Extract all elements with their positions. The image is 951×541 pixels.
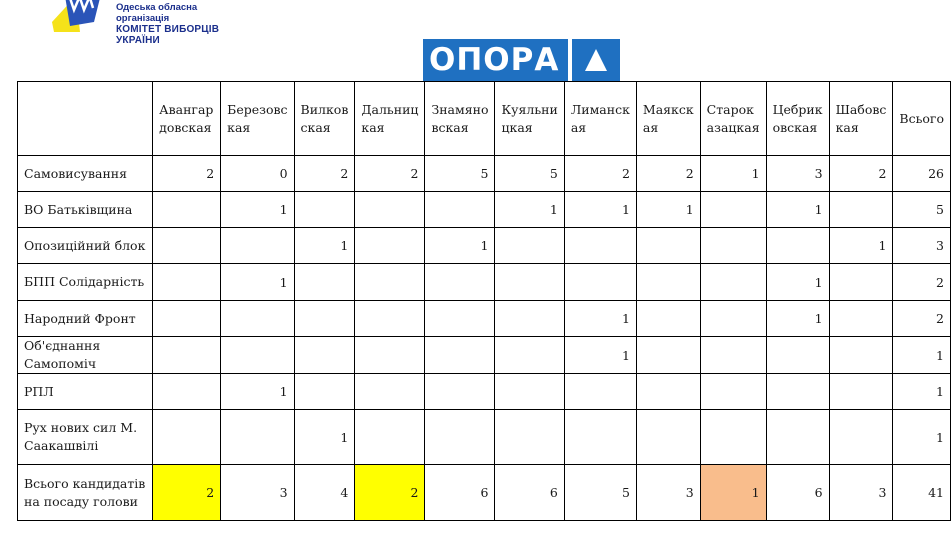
table-cell: 2 [893, 301, 951, 337]
table-cell [700, 301, 766, 337]
column-header: Шабовс кая [829, 82, 893, 156]
table-cell [700, 192, 766, 228]
table-cell: 1 [221, 374, 294, 410]
table-cell: 1 [564, 192, 636, 228]
row-label: Об'єднання Самопоміч [18, 337, 153, 374]
row-label: РПЛ [18, 374, 153, 410]
table-cell [425, 374, 495, 410]
table-cell: 1 [766, 301, 829, 337]
table-cell [700, 374, 766, 410]
table-cell [221, 337, 294, 374]
table-cell [221, 410, 294, 465]
table-cell: 1 [221, 264, 294, 301]
opora-wordmark: ОПОРА [423, 39, 568, 81]
table-cell [294, 192, 355, 228]
table-cell [636, 337, 700, 374]
column-header: Куяльни цкая [495, 82, 564, 156]
row-label: Рух нових сил М. Саакашвілі [18, 410, 153, 465]
table-cell [564, 264, 636, 301]
table-row [18, 301, 951, 337]
column-header: Авангар довская [153, 82, 221, 156]
table-cell [355, 301, 425, 337]
table-cell: 1 [893, 337, 951, 374]
table-cell [636, 410, 700, 465]
table-cell [564, 228, 636, 264]
table-row [18, 264, 951, 301]
table-cell: 6 [766, 465, 829, 521]
column-header: Лиманск ая [564, 82, 636, 156]
table-cell [766, 410, 829, 465]
table-cell: 0 [221, 156, 294, 192]
table-cell [700, 264, 766, 301]
table-cell: 3 [221, 465, 294, 521]
table-cell [495, 410, 564, 465]
column-header: Старок азацкая [700, 82, 766, 156]
table-cell [425, 301, 495, 337]
table-cell [153, 337, 221, 374]
table-cell [700, 228, 766, 264]
table-cell [153, 301, 221, 337]
table-cell: 3 [829, 465, 893, 521]
kvu-org-name [116, 2, 240, 46]
table-cell [495, 337, 564, 374]
table-cell: 2 [294, 156, 355, 192]
table-cell: 1 [294, 228, 355, 264]
table-cell: 3 [766, 156, 829, 192]
table-cell [153, 410, 221, 465]
table-cell [495, 301, 564, 337]
table-cell [495, 264, 564, 301]
table-cell: 6 [495, 465, 564, 521]
column-header: Знамяно вская [425, 82, 495, 156]
table-cell: 2 [636, 156, 700, 192]
table-cell: 1 [700, 156, 766, 192]
table-cell [766, 228, 829, 264]
table-cell [829, 410, 893, 465]
table-cell: 41 [893, 465, 951, 521]
table-cell [495, 228, 564, 264]
table-cell: 1 [829, 228, 893, 264]
table-cell [829, 192, 893, 228]
table-cell: 2 [829, 156, 893, 192]
row-label: Самовисування [18, 156, 153, 192]
table-cell: 1 [893, 374, 951, 410]
column-header: Всього [893, 82, 951, 156]
opora-logo [423, 39, 620, 81]
table-cell [425, 192, 495, 228]
kvu-org-line1: Одеська обласна організація [116, 2, 198, 24]
candidates-table [17, 81, 951, 521]
table-cell: 1 [425, 228, 495, 264]
table-cell [495, 374, 564, 410]
column-header: Вилков ская [294, 82, 355, 156]
table-cell [294, 337, 355, 374]
table-cell [636, 264, 700, 301]
table-cell: 1 [766, 192, 829, 228]
table-header-row [18, 82, 951, 156]
table-cell: 5 [893, 192, 951, 228]
opora-triangle-icon [572, 39, 620, 81]
table-cell [294, 301, 355, 337]
kvu-emblem-icon [50, 0, 104, 36]
table-cell [153, 192, 221, 228]
kvu-logo [50, 0, 240, 46]
table-row [18, 337, 951, 374]
table-cell [355, 264, 425, 301]
table-cell [636, 228, 700, 264]
table-cell: 1 [221, 192, 294, 228]
table-cell [425, 337, 495, 374]
row-label: Опозиційний блок [18, 228, 153, 264]
table-cell [153, 374, 221, 410]
row-label: ВО Батьківщина [18, 192, 153, 228]
table-cell: 2 [153, 465, 221, 521]
row-label: БПП Солідарність [18, 264, 153, 301]
table-cell [829, 374, 893, 410]
table-cell: 5 [425, 156, 495, 192]
column-header: Березовс кая [221, 82, 294, 156]
table-cell [766, 374, 829, 410]
table-row [18, 192, 951, 228]
table-cell: 2 [355, 156, 425, 192]
table-row [18, 465, 951, 521]
table-cell: 5 [564, 465, 636, 521]
table-cell: 6 [425, 465, 495, 521]
column-header: Дальниц кая [355, 82, 425, 156]
row-label: Всього кандидатів на посаду голови [18, 465, 153, 521]
table-cell [700, 337, 766, 374]
row-label: Народний Фронт [18, 301, 153, 337]
table-row [18, 228, 951, 264]
corner-cell [18, 82, 153, 156]
column-header: Цебрик овская [766, 82, 829, 156]
table-cell [829, 264, 893, 301]
table-cell [425, 264, 495, 301]
table-cell [636, 301, 700, 337]
table-cell [221, 301, 294, 337]
table-cell: 1 [495, 192, 564, 228]
table-cell: 1 [700, 465, 766, 521]
table-cell: 1 [766, 264, 829, 301]
column-header: Маякск ая [636, 82, 700, 156]
kvu-org-line2: КОМІТЕТ ВИБОРЦІВ УКРАЇНИ [116, 24, 220, 46]
table-cell [355, 374, 425, 410]
table-cell [766, 337, 829, 374]
table-cell: 2 [355, 465, 425, 521]
table-cell [294, 264, 355, 301]
table-cell [153, 228, 221, 264]
table-cell [564, 410, 636, 465]
table-row [18, 410, 951, 465]
table-cell [294, 374, 355, 410]
table-row [18, 374, 951, 410]
table-cell [636, 374, 700, 410]
table-cell: 1 [564, 301, 636, 337]
table-cell [425, 410, 495, 465]
table-cell: 2 [564, 156, 636, 192]
table-cell [355, 410, 425, 465]
table-cell: 4 [294, 465, 355, 521]
table-cell [355, 192, 425, 228]
table-cell: 2 [153, 156, 221, 192]
table-cell [829, 301, 893, 337]
table-cell [829, 337, 893, 374]
table-cell [153, 264, 221, 301]
table-cell: 1 [636, 192, 700, 228]
table-cell [355, 337, 425, 374]
table-cell: 2 [893, 264, 951, 301]
table-row [18, 156, 951, 192]
table-cell [700, 410, 766, 465]
table-cell: 1 [564, 337, 636, 374]
table-cell [355, 228, 425, 264]
table-cell: 26 [893, 156, 951, 192]
table-cell: 1 [294, 410, 355, 465]
table-cell: 1 [893, 410, 951, 465]
table-cell [564, 374, 636, 410]
table-cell: 5 [495, 156, 564, 192]
table-cell: 3 [636, 465, 700, 521]
table-cell [221, 228, 294, 264]
table-cell: 3 [893, 228, 951, 264]
